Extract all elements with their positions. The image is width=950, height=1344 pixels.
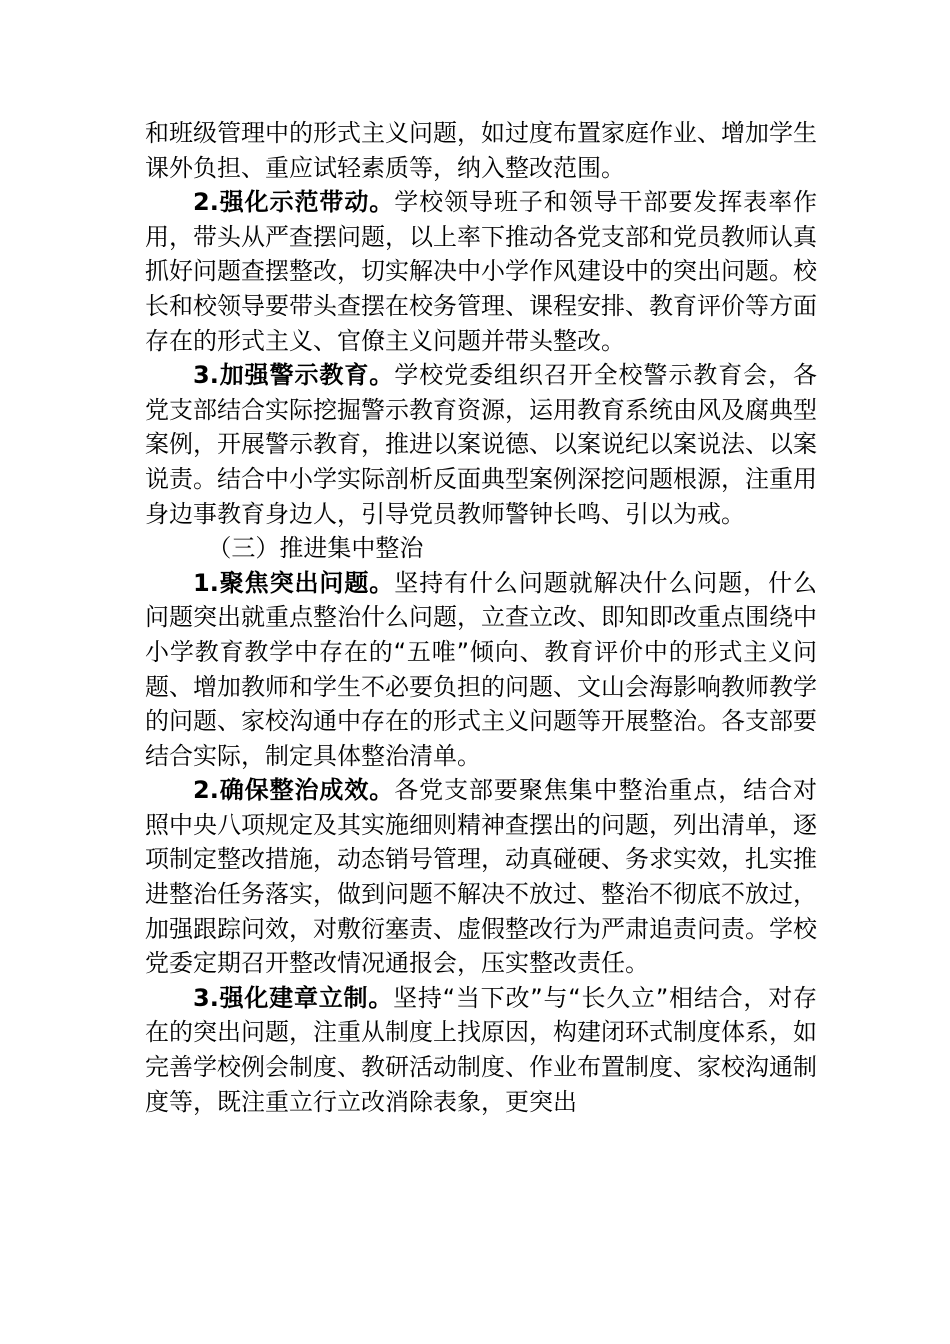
paragraph-lead-heading: 1.聚焦突出问题。 bbox=[193, 568, 395, 597]
paragraph-text: 学校领导班子和领导干部要发挥表率作用，带头从严查摆问题，以上率下推动各党支部和党员教师认真抓好问题查摆整改，切实解决中小学作风建设中的突出问题。校长和校领导要带头查摆在校务管理、课程安排、教育评价等方面存在的形式主义、官僚主义问题并带头整改。 bbox=[145, 188, 817, 355]
paragraph-ensure-results bbox=[145, 773, 817, 981]
paragraph-lead-heading: 3.加强警示教育。 bbox=[193, 361, 395, 390]
section-heading bbox=[145, 531, 817, 566]
paragraph-text: 各党支部要聚焦集中整治重点，结合对照中央八项规定及其实施细则精神查摆出的问题，列出清单，逐项制定整改措施，动态销号管理，动真碰硬、务求实效，扎实推进整治任务落实，做到问题不解决不放过、整治不彻底不放过，加强跟踪问效，对敷衍塞责、虚假整改行为严肃追责问责。学校党委定期召开整改情况通报会，压实整改责任。 bbox=[145, 776, 817, 978]
paragraph-text: 和班级管理中的形式主义问题，如过度布置家庭作业、增加学生课外负担、重应试轻素质等，纳入整改范围。 bbox=[145, 119, 817, 182]
section-heading-text: （三）推进集中整治 bbox=[207, 534, 424, 563]
paragraph-lead-heading: 3.强化建章立制。 bbox=[193, 983, 394, 1012]
paragraph-lead-heading: 2.确保整治成效。 bbox=[193, 776, 395, 805]
document-body bbox=[145, 116, 817, 1119]
paragraph-focus-problems bbox=[145, 566, 817, 774]
paragraph-build-systems bbox=[145, 981, 817, 1119]
paragraph-text: 坚持有什么问题就解决什么问题，什么问题突出就重点整治什么问题，立查立改、即知即改重点围绕中小学教育教学中存在的“五唯”倾向、教育评价中的形式主义问题、增加教师和学生不必要负担的问题、文山会海影响教师教学的问题、家校沟通中存在的形式主义问题等开展整治。各支部要结合实际，制定具体整治清单。 bbox=[145, 568, 817, 770]
paragraph-warning-education bbox=[145, 358, 817, 531]
paragraph-lead-heading: 2.强化示范带动。 bbox=[193, 188, 395, 217]
paragraph-continuation bbox=[145, 116, 817, 185]
paragraph-text: 坚持“当下改”与“长久立”相结合，对存在的突出问题，注重从制度上找原因，构建闭环式制度体系，如完善学校例会制度、教研活动制度、作业布置制度、家校沟通制度等，既注重立行立改消除表象，更突出 bbox=[145, 983, 817, 1116]
paragraph-strengthen-demonstration bbox=[145, 185, 817, 358]
paragraph-text: 学校党委组织召开全校警示教育会，各党支部结合实际挖掘警示教育资源，运用教育系统由风及腐典型案例，开展警示教育，推进以案说德、以案说纪以案说法、以案说责。结合中小学实际剖析反面典型案例深挖问题根源，注重用身边事教育身边人，引导党员教师警钟长鸣、引以为戒。 bbox=[145, 361, 817, 528]
